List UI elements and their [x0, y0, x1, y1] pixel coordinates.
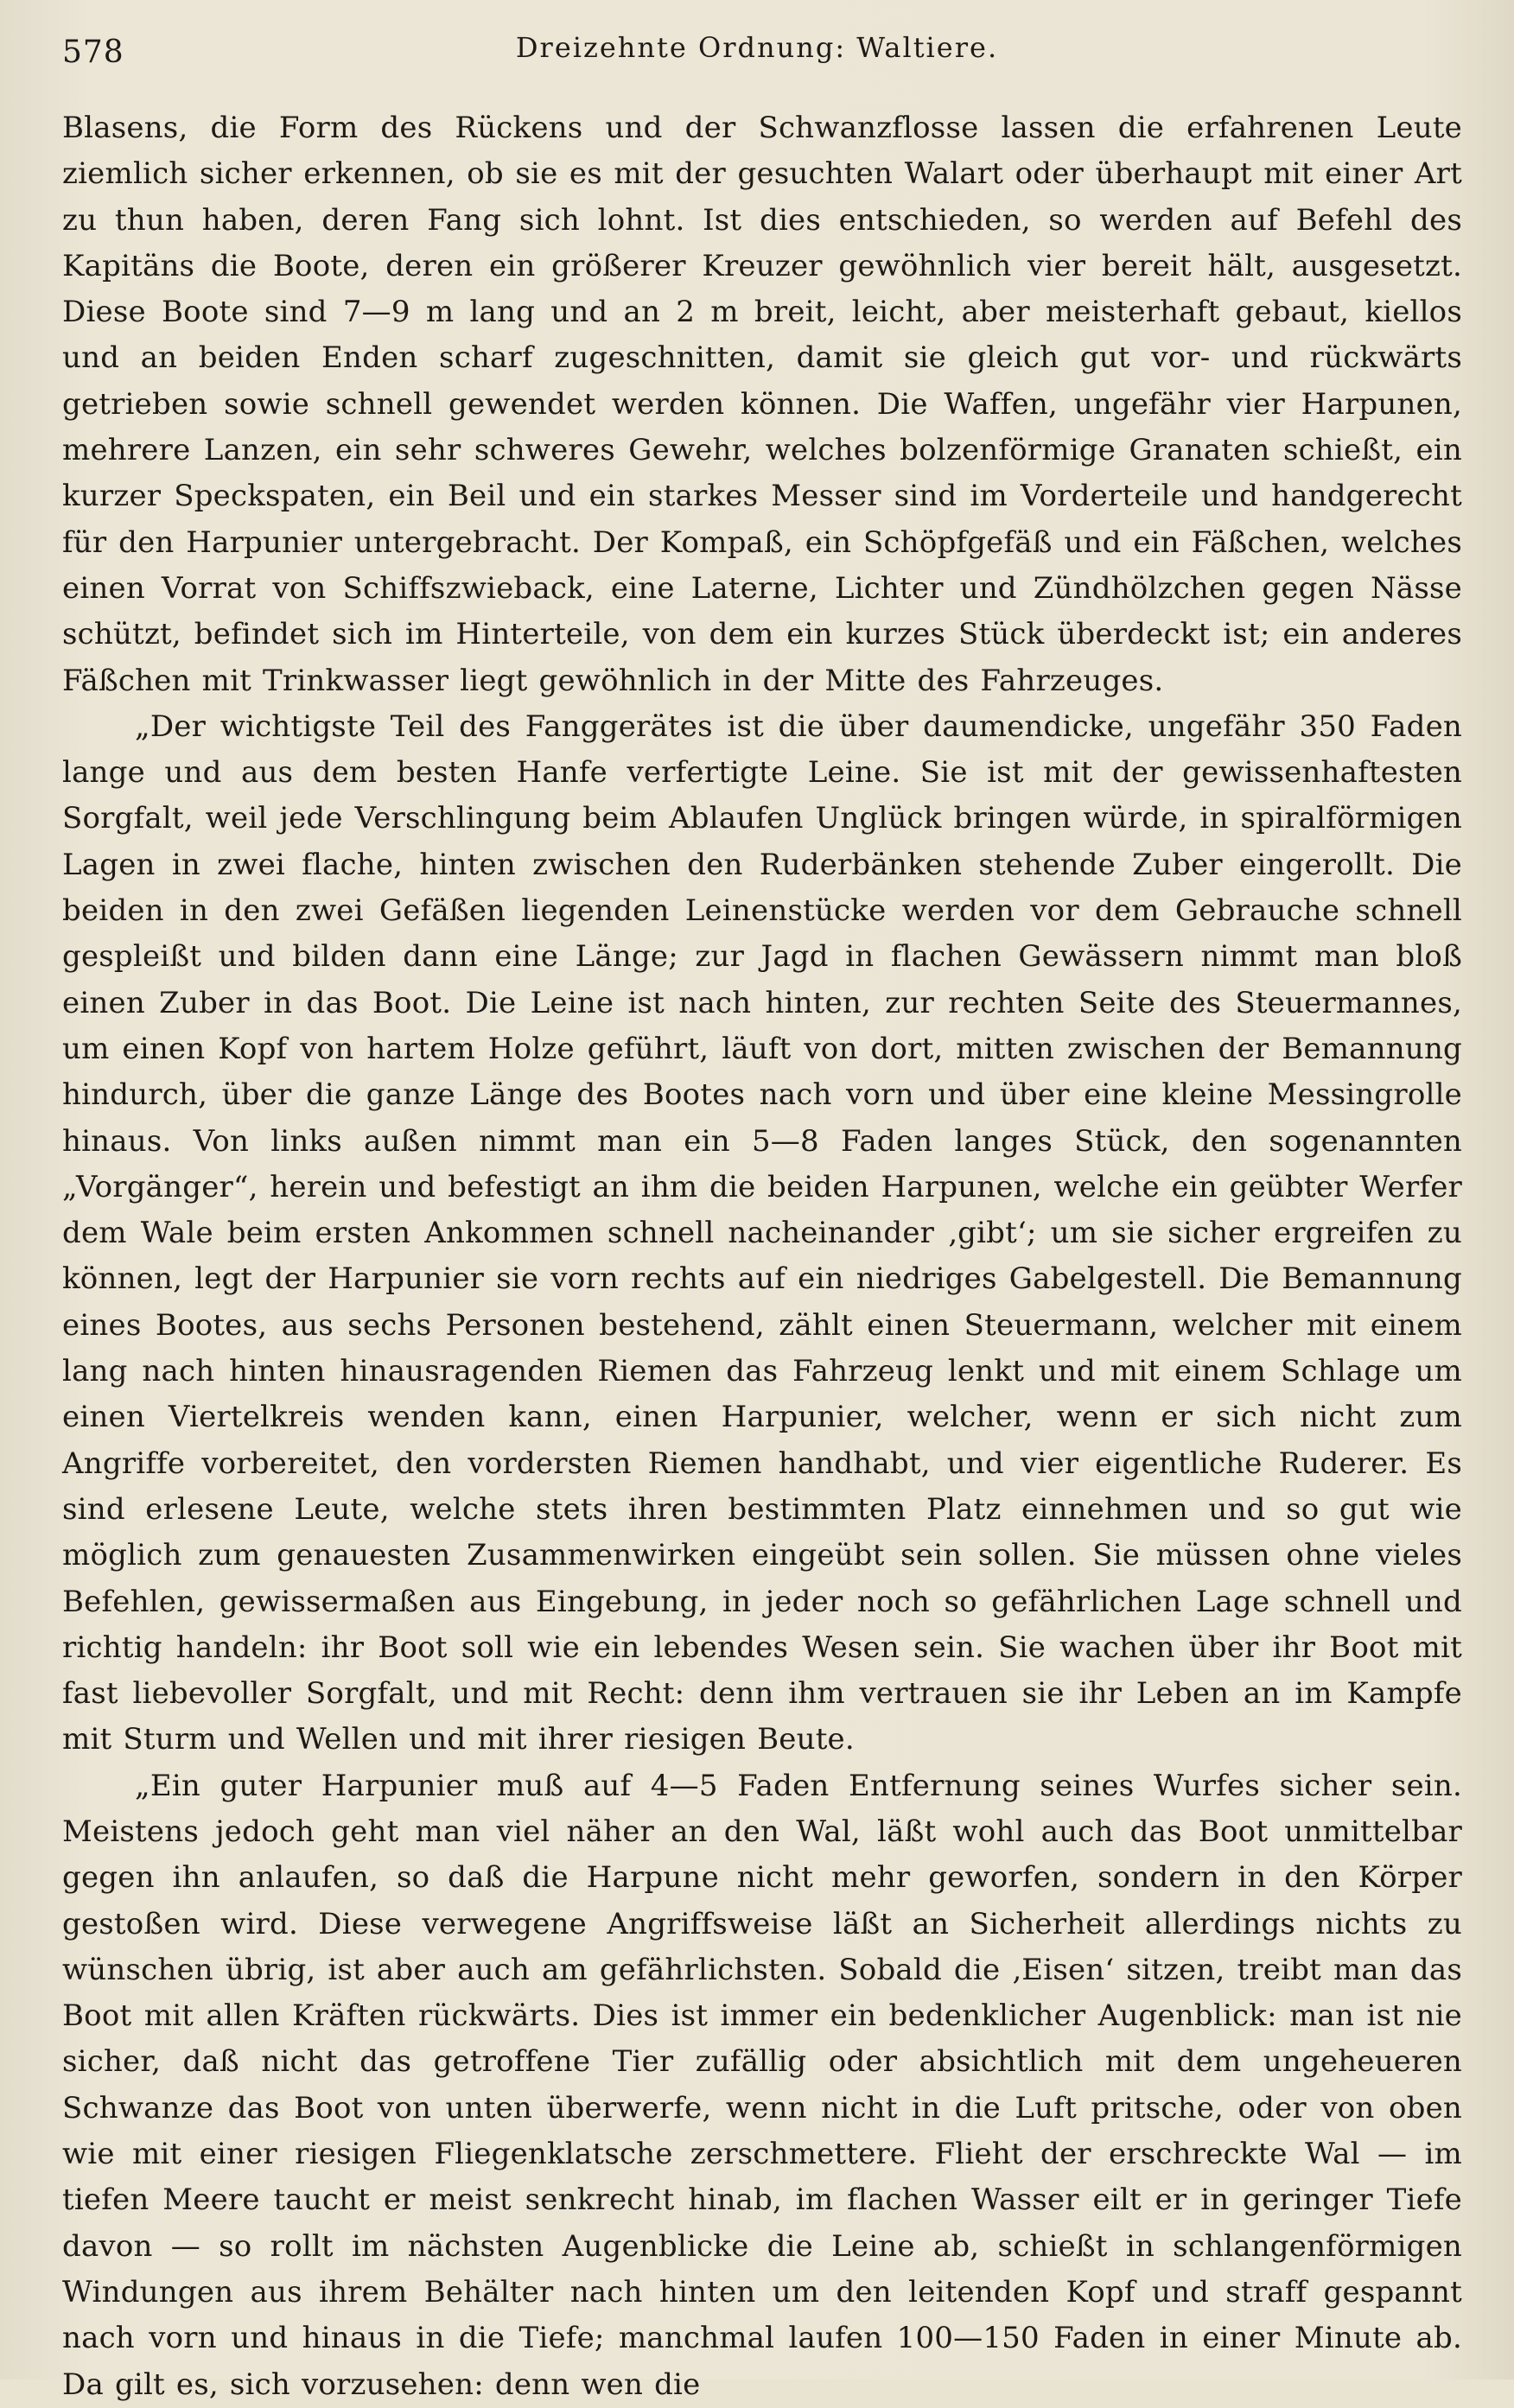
running-head: Dreizehnte Ordnung: Waltiere.: [515, 31, 999, 64]
body-text: [62, 105, 1462, 2408]
paragraph: Blasens, die Form des Rückens und der Schwanzflosse lassen die erfahrenen Leute ziemlich sicher erkennen, ob sie es mit der gesuchten Walart oder überhaupt mit einer Art zu thun haben, deren Fang sich lohnt. Ist dies entschieden, so werden auf Befehl des Kapitäns die Boote, deren ein größerer Kreuzer gewöhnlich vier bereit hält, ausgesetzt. Diese Boote sind 7—9 m lang und an 2 m breit, leicht, aber meisterhaft gebaut, kiellos und an beiden Enden scharf zugeschnitten, damit sie gleich gut vor- und rückwärts getrieben sowie schnell gewendet werden können. Die Waffen, ungefähr vier Harpunen, mehrere Lanzen, ein sehr schweres Gewehr, welches bolzenförmige Granaten schießt, ein kurzer Speckspaten, ein Beil und ein starkes Messer sind im Vorderteile und handgerecht für den Harpunier untergebracht. Der Kompaß, ein Schöpfgefäß und ein Fäßchen, welches einen Vorrat von Schiffszwieback, eine Laterne, Lichter und Zündhölzchen gegen Nässe schützt, befindet sich im Hinterteile, von dem ein kurzes Stück überdeckt ist; ein anderes Fäßchen mit Trinkwasser liegt gewöhnlich in der Mitte des Fahrzeuges.: [62, 111, 1462, 698]
page-number: 578: [62, 35, 124, 70]
paragraph: „Ein guter Harpunier muß auf 4—5 Faden Entfernung seines Wurfes sicher sein. Meistens jedoch geht man viel näher an den Wal, läßt wohl auch das Boot unmittelbar gegen ihn anlaufen, so daß die Harpune nicht mehr geworfen, sondern in den Körper gestoßen wird. Diese verwegene Angriffsweise läßt an Sicherheit allerdings nichts zu wünschen übrig, ist aber auch am gefährlichsten. Sobald die ‚Eisen‘ sitzen, treibt man das Boot mit allen Kräften rückwärts. Dies ist immer ein bedenklicher Augenblick: man ist nie sicher, daß nicht das getroffene Tier zufällig oder absichtlich mit dem ungeheueren Schwanze das Boot von unten überwerfe, wenn nicht in die Luft pritsche, oder von oben wie mit einer riesigen Fliegenklatsche zerschmettere. Flieht der erschreckte Wal — im tiefen Meere taucht er meist senkrecht hinab, im flachen Wasser eilt er in geringer Tiefe davon — so rollt im nächsten Augenblicke die Leine ab, schießt in schlangenförmigen Windungen aus ihrem Behälter nach hinten um den leitenden Kopf und straff gespannt nach vorn und hinaus in die Tiefe; manchmal laufen 100—150 Faden in einer Minute ab. Da gilt es, sich vorzusehen: denn wen die: [62, 1768, 1462, 2402]
paragraph: „Der wichtigste Teil des Fanggerätes ist die über daumendicke, ungefähr 350 Faden lange und aus dem besten Hanfe verfertigte Leine. Sie ist mit der gewissenhaftesten Sorgfalt, weil jede Verschlingung beim Ablaufen Unglück bringen würde, in spiralförmigen Lagen in zwei flache, hinten zwischen den Ruderbänken stehende Zuber eingerollt. Die beiden in den zwei Gefäßen liegenden Leinenstücke werden vor dem Gebrauche schnell gespleißt und bilden dann eine Länge; zur Jagd in flachen Gewässern nimmt man bloß einen Zuber in das Boot. Die Leine ist nach hinten, zur rechten Seite des Steuermannes, um einen Kopf von hartem Holze geführt, läuft von dort, mitten zwischen der Bemannung hindurch, über die ganze Länge des Bootes nach vorn und über eine kleine Messingrolle hinaus. Von links außen nimmt man ein 5—8 Faden langes Stück, den sogenannten „Vorgänger“, herein und befestigt an ihm die beiden Harpunen, welche ein geübter Werfer dem Wale beim ersten Ankommen schnell nacheinander ‚gibt‘; um sie sicher ergreifen zu können, legt der Harpunier sie vorn rechts auf ein niedriges Gabelgestell. Die Bemannung eines Bootes, aus sechs Personen bestehend, zählt einen Steuermann, welcher mit einem lang nach hinten hinausragenden Riemen das Fahrzeug lenkt und mit einem Schlage um einen Viertelkreis wenden kann, einen Harpunier, welcher, wenn er sich nicht zum Angriffe vorbereitet, den vordersten Riemen handhabt, und vier eigentliche Ruderer. Es sind erlesene Leute, welche stets ihren bestimmten Platz einnehmen und so gut wie möglich zum genauesten Zusammenwirken eingeübt sein sollen. Sie müssen ohne vieles Befehlen, gewissermaßen aus Eingebung, in jeder noch so gefährlichen Lage schnell und richtig handeln: ihr Boot soll wie ein lebendes Wesen sein. Sie wachen über ihr Boot mit fast liebevoller Sorgfalt, und mit Recht: denn ihm vertrauen sie ihr Leben an im Kampfe mit Sturm und Wellen und mit ihrer riesigen Beute.: [62, 708, 1462, 1757]
